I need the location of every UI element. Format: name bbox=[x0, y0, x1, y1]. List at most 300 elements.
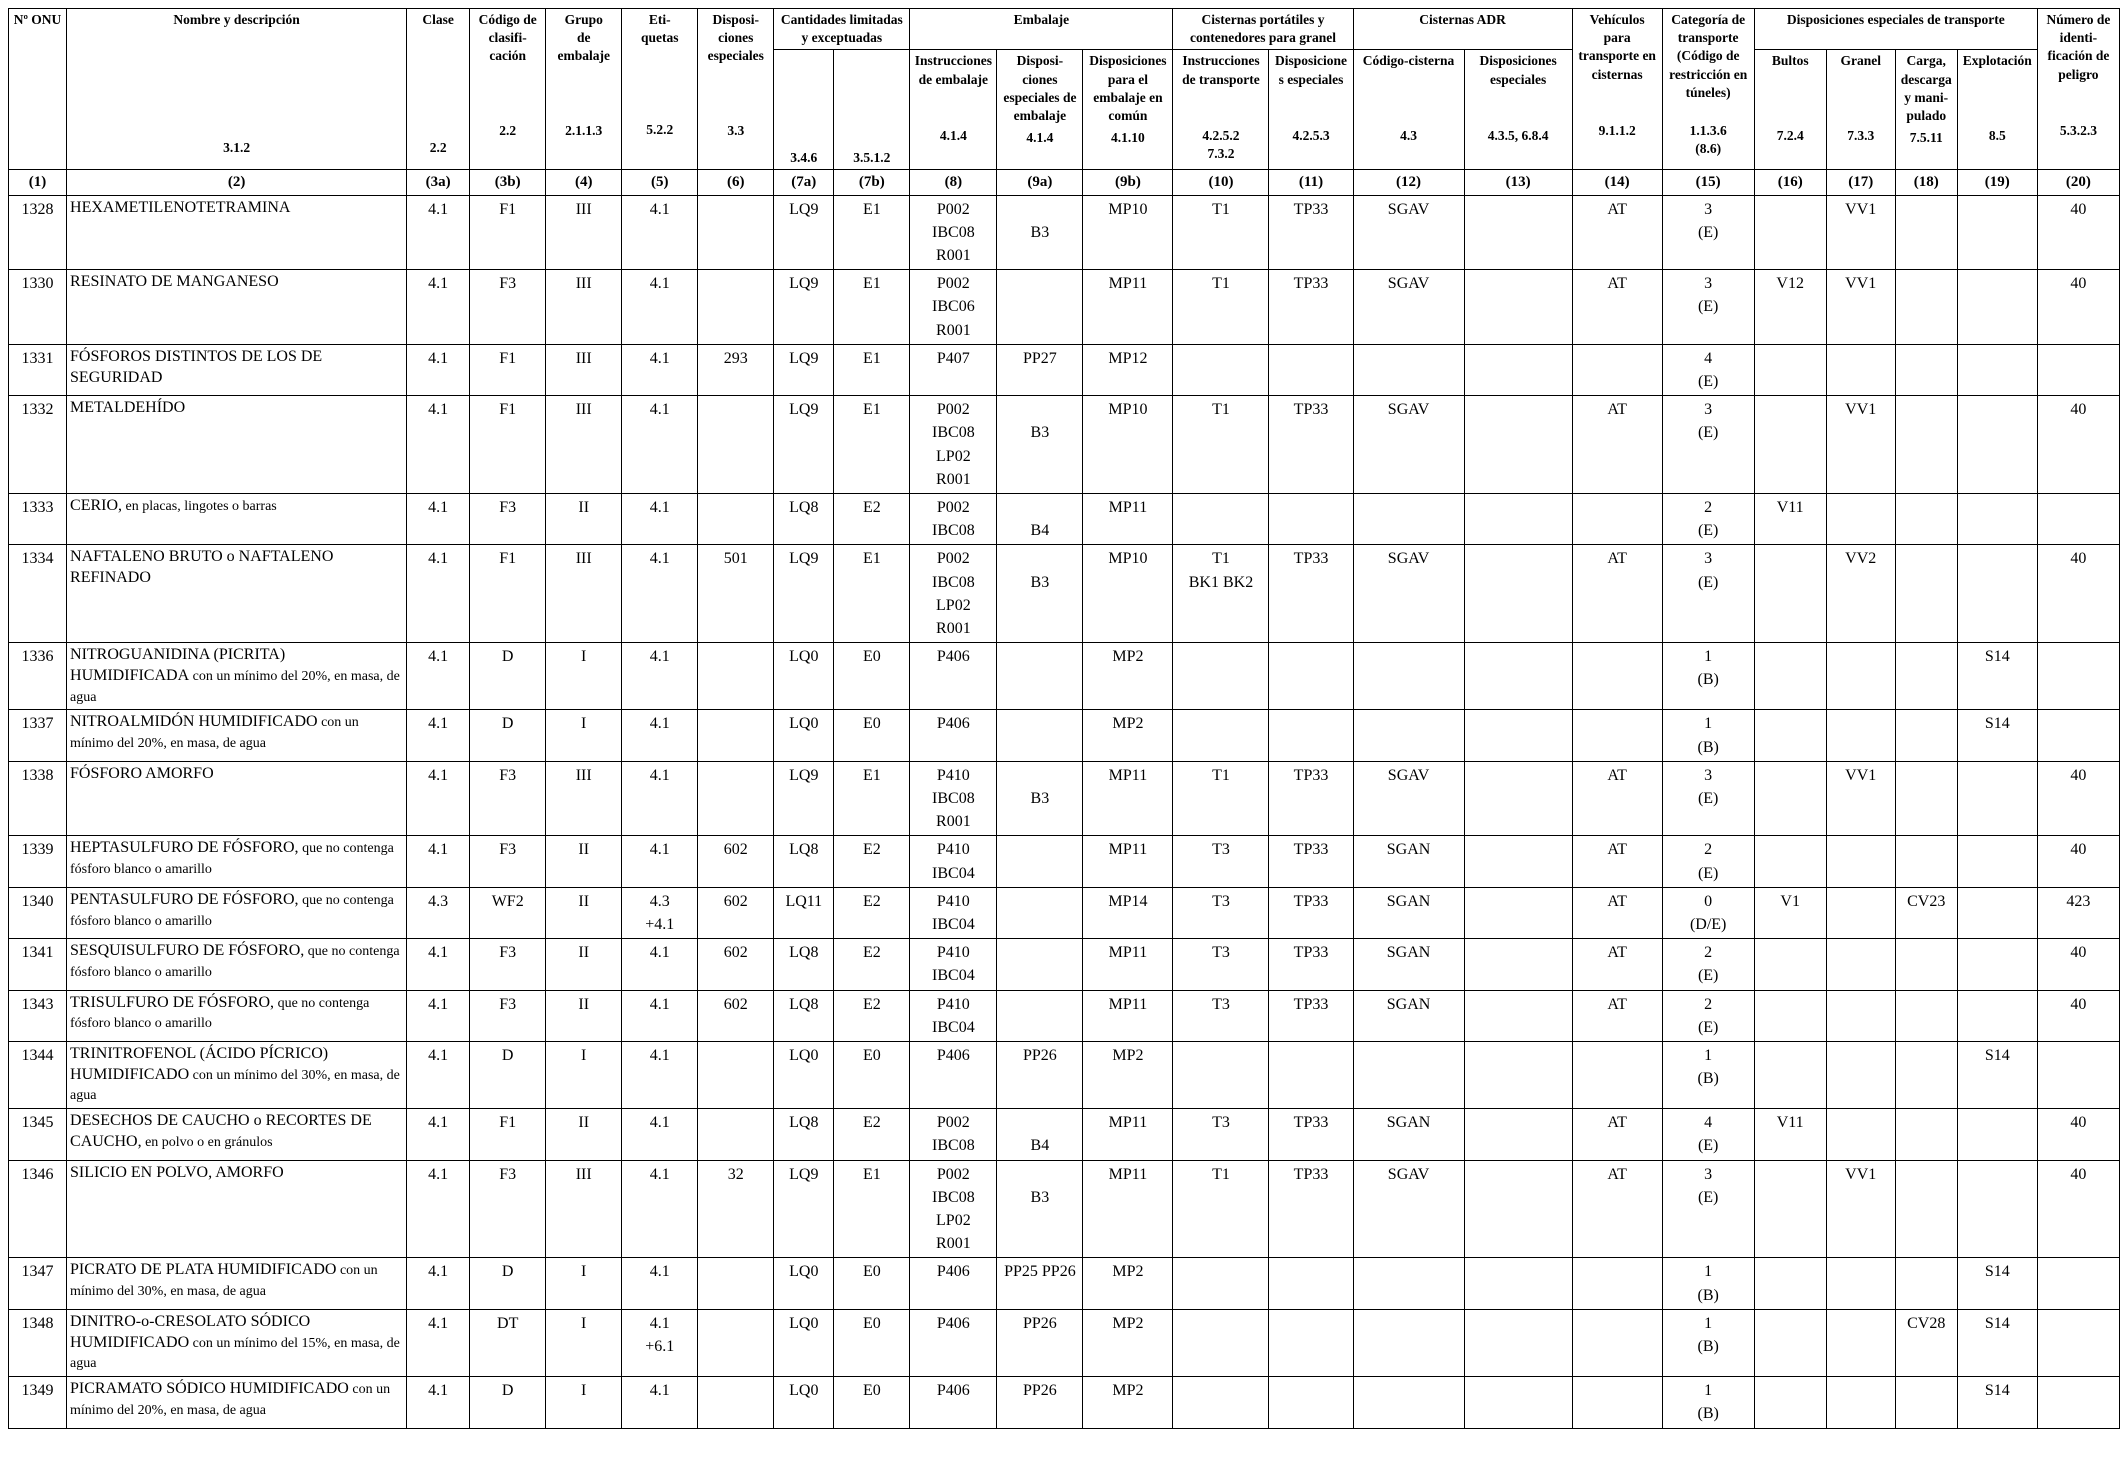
tank-instructions: T1 BK1 BK2 bbox=[1173, 545, 1269, 643]
limited-quantity: LQ9 bbox=[774, 545, 834, 643]
un-number: 1347 bbox=[9, 1258, 67, 1309]
packing-instructions: P406 bbox=[910, 1258, 997, 1309]
substance-name-main: HEXAMETILENOTETRAMINA bbox=[70, 198, 291, 216]
operation-provision bbox=[1957, 990, 2037, 1041]
hazard-id: 40 bbox=[2037, 270, 2119, 345]
packing-special-provisions bbox=[997, 710, 1083, 761]
transport-category: 0 (D/E) bbox=[1662, 887, 1754, 938]
tank-instructions bbox=[1173, 1258, 1269, 1309]
un-number: 1339 bbox=[9, 836, 67, 887]
class: 4.1 bbox=[407, 1160, 470, 1258]
classification-code: F3 bbox=[470, 939, 546, 990]
packages-provision: V1 bbox=[1754, 887, 1826, 938]
adr-special-provisions bbox=[1464, 1309, 1572, 1376]
loading-provision bbox=[1895, 1377, 1957, 1428]
substance-name-main: DESECHOS DE CAUCHO o RECORTES DE CAUCHO, bbox=[70, 1112, 372, 1151]
tank-vehicle: AT bbox=[1572, 270, 1662, 345]
tank-code: SGAV bbox=[1353, 761, 1464, 836]
excepted-quantity: E2 bbox=[834, 939, 910, 990]
adr-special-provisions bbox=[1464, 710, 1572, 761]
tank-code bbox=[1353, 710, 1464, 761]
class: 4.1 bbox=[407, 195, 470, 270]
classification-code: F3 bbox=[470, 990, 546, 1041]
excepted-quantity: E0 bbox=[834, 1258, 910, 1309]
labels: 4.1 +6.1 bbox=[622, 1309, 698, 1376]
adr-special-provisions bbox=[1464, 1377, 1572, 1428]
column-number: (11) bbox=[1269, 170, 1353, 195]
adr-special-provisions bbox=[1464, 493, 1572, 544]
tank-code bbox=[1353, 1377, 1464, 1428]
mixed-packing: MP2 bbox=[1083, 1258, 1173, 1309]
hazard-id: 423 bbox=[2037, 887, 2119, 938]
table-row bbox=[9, 396, 2120, 494]
tank-vehicle bbox=[1572, 1258, 1662, 1309]
tank-vehicle bbox=[1572, 1309, 1662, 1376]
bulk-provision bbox=[1826, 1309, 1895, 1376]
column-number: (8) bbox=[910, 170, 997, 195]
un-number: 1344 bbox=[9, 1041, 67, 1108]
substance-name bbox=[67, 1041, 407, 1108]
packing-group: I bbox=[546, 1377, 622, 1428]
classification-code: F1 bbox=[470, 344, 546, 395]
packing-special-provisions: PP26 bbox=[997, 1309, 1083, 1376]
bulk-provision: VV1 bbox=[1826, 761, 1895, 836]
table-row bbox=[9, 1377, 2120, 1428]
loading-provision bbox=[1895, 1041, 1957, 1108]
operation-provision: S14 bbox=[1957, 1377, 2037, 1428]
hazard-id: 40 bbox=[2037, 939, 2119, 990]
substance-description: que no contenga fósforo blanco o amarillo bbox=[70, 944, 400, 980]
un-number: 1341 bbox=[9, 939, 67, 990]
un-number: 1334 bbox=[9, 545, 67, 643]
column-number: (5) bbox=[622, 170, 698, 195]
excepted-quantity: E1 bbox=[834, 396, 910, 494]
bulk-provision: VV1 bbox=[1826, 1160, 1895, 1258]
table-row bbox=[9, 270, 2120, 345]
operation-provision: S14 bbox=[1957, 1309, 2037, 1376]
substance-name bbox=[67, 195, 407, 270]
dangerous-goods-table bbox=[8, 8, 2120, 1429]
bulk-provision: VV1 bbox=[1826, 195, 1895, 270]
header-eq: 3.5.1.2 bbox=[834, 50, 910, 170]
loading-provision bbox=[1895, 344, 1957, 395]
column-number: (9a) bbox=[997, 170, 1083, 195]
packing-group: I bbox=[546, 710, 622, 761]
packages-provision bbox=[1754, 1309, 1826, 1376]
substance-name bbox=[67, 270, 407, 345]
operation-provision bbox=[1957, 836, 2037, 887]
column-number: (16) bbox=[1754, 170, 1826, 195]
tank-special-provisions bbox=[1269, 1377, 1353, 1428]
adr-special-provisions bbox=[1464, 761, 1572, 836]
packing-special-provisions: PP26 bbox=[997, 1377, 1083, 1428]
hazard-id bbox=[2037, 1309, 2119, 1376]
excepted-quantity: E0 bbox=[834, 710, 910, 761]
tank-special-provisions bbox=[1269, 493, 1353, 544]
labels: 4.3 +4.1 bbox=[622, 887, 698, 938]
loading-provision bbox=[1895, 710, 1957, 761]
packing-special-provisions bbox=[997, 643, 1083, 710]
mixed-packing: MP11 bbox=[1083, 1160, 1173, 1258]
table-body bbox=[9, 195, 2120, 1428]
packing-special-provisions: B3 bbox=[997, 545, 1083, 643]
substance-name-main: NAFTALENO BRUTO o NAFTALENO REFINADO bbox=[70, 548, 334, 587]
column-number: (3b) bbox=[470, 170, 546, 195]
hazard-id: 40 bbox=[2037, 396, 2119, 494]
loading-provision bbox=[1895, 1109, 1957, 1160]
operation-provision: S14 bbox=[1957, 1041, 2037, 1108]
substance-name-main: NITROGUANIDINA (PICRITA) HUMIDIFICADA bbox=[70, 646, 286, 684]
adr-special-provisions bbox=[1464, 643, 1572, 710]
packages-provision bbox=[1754, 836, 1826, 887]
packages-provision bbox=[1754, 195, 1826, 270]
adr-special-provisions bbox=[1464, 344, 1572, 395]
tank-instructions bbox=[1173, 710, 1269, 761]
header-special-provisions: Disposi- ciones especiales 3.3 bbox=[698, 9, 774, 170]
tank-instructions bbox=[1173, 493, 1269, 544]
loading-provision bbox=[1895, 761, 1957, 836]
adr-special-provisions bbox=[1464, 990, 1572, 1041]
class: 4.1 bbox=[407, 545, 470, 643]
transport-category: 1 (B) bbox=[1662, 1258, 1754, 1309]
tank-code: SGAN bbox=[1353, 887, 1464, 938]
substance-name-main: CERIO, bbox=[70, 496, 123, 514]
hazard-id bbox=[2037, 1258, 2119, 1309]
bulk-provision bbox=[1826, 493, 1895, 544]
limited-quantity: LQ0 bbox=[774, 710, 834, 761]
loading-provision bbox=[1895, 1160, 1957, 1258]
limited-quantity: LQ9 bbox=[774, 761, 834, 836]
tank-special-provisions bbox=[1269, 710, 1353, 761]
packing-special-provisions bbox=[997, 270, 1083, 345]
transport-category: 1 (B) bbox=[1662, 1377, 1754, 1428]
packing-special-provisions: B3 bbox=[997, 396, 1083, 494]
tank-code: SGAN bbox=[1353, 990, 1464, 1041]
header-operation: Explotación 8.5 bbox=[1957, 50, 2037, 170]
operation-provision: S14 bbox=[1957, 710, 2037, 761]
labels: 4.1 bbox=[622, 1041, 698, 1108]
mixed-packing: MP11 bbox=[1083, 836, 1173, 887]
packing-special-provisions bbox=[997, 990, 1083, 1041]
mixed-packing: MP11 bbox=[1083, 1109, 1173, 1160]
header-labels: Eti- quetas 5.2.2 bbox=[622, 9, 698, 170]
tank-vehicle: AT bbox=[1572, 990, 1662, 1041]
column-number: (6) bbox=[698, 170, 774, 195]
substance-description: con un mínimo del 30%, en masa, de agua bbox=[70, 1067, 400, 1104]
limited-quantity: LQ9 bbox=[774, 270, 834, 345]
packing-group: III bbox=[546, 761, 622, 836]
limited-quantity: LQ9 bbox=[774, 396, 834, 494]
tank-special-provisions: TP33 bbox=[1269, 1109, 1353, 1160]
adr-special-provisions bbox=[1464, 939, 1572, 990]
column-number: (3a) bbox=[407, 170, 470, 195]
labels: 4.1 bbox=[622, 990, 698, 1041]
packages-provision: V11 bbox=[1754, 493, 1826, 544]
mixed-packing: MP11 bbox=[1083, 939, 1173, 990]
substance-name bbox=[67, 396, 407, 494]
tank-special-provisions bbox=[1269, 1309, 1353, 1376]
limited-quantity: LQ0 bbox=[774, 1377, 834, 1428]
hazard-id bbox=[2037, 710, 2119, 761]
class: 4.1 bbox=[407, 939, 470, 990]
header-classification-code: Código de clasifi- cación 2.2 bbox=[470, 9, 546, 170]
substance-name bbox=[67, 990, 407, 1041]
column-number: (1) bbox=[9, 170, 67, 195]
operation-provision bbox=[1957, 195, 2037, 270]
tank-instructions bbox=[1173, 1377, 1269, 1428]
loading-provision bbox=[1895, 396, 1957, 494]
substance-name-main: SESQUISULFURO DE FÓSFORO, bbox=[70, 942, 305, 960]
header-packing-group: Grupo de embalaje 2.1.1.3 bbox=[546, 9, 622, 170]
classification-code: D bbox=[470, 710, 546, 761]
hazard-id: 40 bbox=[2037, 545, 2119, 643]
substance-name bbox=[67, 493, 407, 544]
substance-description: que no contenga fósforo blanco o amarillo bbox=[70, 995, 370, 1032]
packing-group: II bbox=[546, 1109, 622, 1160]
table-row bbox=[9, 545, 2120, 643]
loading-provision bbox=[1895, 939, 1957, 990]
classification-code: F3 bbox=[470, 270, 546, 345]
tank-special-provisions: TP33 bbox=[1269, 761, 1353, 836]
special-provisions bbox=[698, 195, 774, 270]
header-hazard-id-number: Número de identi- ficación de peligro 5.3.2.3 bbox=[2037, 9, 2119, 170]
limited-quantity: LQ8 bbox=[774, 1109, 834, 1160]
mixed-packing: MP11 bbox=[1083, 990, 1173, 1041]
special-provisions bbox=[698, 761, 774, 836]
column-number: (14) bbox=[1572, 170, 1662, 195]
tank-code bbox=[1353, 493, 1464, 544]
packing-special-provisions: PP26 bbox=[997, 1041, 1083, 1108]
header-packing-instructions: Instrucciones de embalaje 4.1.4 bbox=[910, 50, 997, 170]
column-number: (9b) bbox=[1083, 170, 1173, 195]
loading-provision: CV23 bbox=[1895, 887, 1957, 938]
loading-provision bbox=[1895, 643, 1957, 710]
hazard-id: 40 bbox=[2037, 990, 2119, 1041]
class: 4.1 bbox=[407, 1309, 470, 1376]
transport-category: 2 (E) bbox=[1662, 939, 1754, 990]
substance-name-main: NITROALMIDÓN HUMIDIFICADO bbox=[70, 713, 318, 731]
special-provisions: 602 bbox=[698, 990, 774, 1041]
un-number: 1338 bbox=[9, 761, 67, 836]
special-provisions: 602 bbox=[698, 887, 774, 938]
table-row bbox=[9, 761, 2120, 836]
column-number: (13) bbox=[1464, 170, 1572, 195]
tank-vehicle bbox=[1572, 1377, 1662, 1428]
limited-quantity: LQ9 bbox=[774, 1160, 834, 1258]
transport-category: 3 (E) bbox=[1662, 1160, 1754, 1258]
adr-special-provisions bbox=[1464, 1109, 1572, 1160]
limited-quantity: LQ9 bbox=[774, 195, 834, 270]
mixed-packing: MP11 bbox=[1083, 270, 1173, 345]
table-row bbox=[9, 493, 2120, 544]
dangerous-goods-table-page bbox=[8, 8, 2120, 1429]
tank-instructions: T1 bbox=[1173, 270, 1269, 345]
special-provisions bbox=[698, 493, 774, 544]
substance-name-main: TRISULFURO DE FÓSFORO, bbox=[70, 993, 275, 1011]
loading-provision bbox=[1895, 493, 1957, 544]
hazard-id: 40 bbox=[2037, 1109, 2119, 1160]
hazard-id bbox=[2037, 1377, 2119, 1428]
tank-code: SGAN bbox=[1353, 939, 1464, 990]
loading-provision bbox=[1895, 990, 1957, 1041]
header-lq: 3.4.6 bbox=[774, 50, 834, 170]
labels: 4.1 bbox=[622, 761, 698, 836]
transport-category: 3 (E) bbox=[1662, 761, 1754, 836]
packing-instructions: P406 bbox=[910, 1309, 997, 1376]
tank-code: SGAN bbox=[1353, 1109, 1464, 1160]
table-row bbox=[9, 1041, 2120, 1108]
hazard-id: 40 bbox=[2037, 761, 2119, 836]
excepted-quantity: E2 bbox=[834, 836, 910, 887]
column-number: (20) bbox=[2037, 170, 2119, 195]
special-provisions: 293 bbox=[698, 344, 774, 395]
tank-vehicle: AT bbox=[1572, 195, 1662, 270]
tank-special-provisions: TP33 bbox=[1269, 270, 1353, 345]
tank-instructions: T1 bbox=[1173, 1160, 1269, 1258]
operation-provision bbox=[1957, 1109, 2037, 1160]
tank-instructions: T3 bbox=[1173, 887, 1269, 938]
limited-quantity: LQ0 bbox=[774, 643, 834, 710]
packing-instructions: P406 bbox=[910, 1377, 997, 1428]
substance-name-main: DINITRO-o-CRESOLATO SÓDICO HUMIDIFICADO bbox=[70, 1312, 311, 1351]
tank-special-provisions bbox=[1269, 643, 1353, 710]
loading-provision bbox=[1895, 195, 1957, 270]
transport-category: 1 (B) bbox=[1662, 1309, 1754, 1376]
packing-instructions: P406 bbox=[910, 710, 997, 761]
packages-provision bbox=[1754, 1041, 1826, 1108]
substance-description: con un mínimo del 15%, en masa, de agua bbox=[70, 1335, 400, 1372]
transport-category: 1 (B) bbox=[1662, 1041, 1754, 1108]
packing-instructions: P410 IBC04 bbox=[910, 887, 997, 938]
bulk-provision bbox=[1826, 1258, 1895, 1309]
tank-vehicle: AT bbox=[1572, 939, 1662, 990]
packing-group: II bbox=[546, 493, 622, 544]
loading-provision bbox=[1895, 545, 1957, 643]
classification-code: F1 bbox=[470, 195, 546, 270]
packing-group: III bbox=[546, 545, 622, 643]
classification-code: D bbox=[470, 1258, 546, 1309]
tank-code bbox=[1353, 1041, 1464, 1108]
excepted-quantity: E2 bbox=[834, 887, 910, 938]
excepted-quantity: E0 bbox=[834, 643, 910, 710]
packages-provision bbox=[1754, 939, 1826, 990]
limited-quantity: LQ9 bbox=[774, 344, 834, 395]
mixed-packing: MP12 bbox=[1083, 344, 1173, 395]
tank-vehicle bbox=[1572, 1041, 1662, 1108]
column-number: (12) bbox=[1353, 170, 1464, 195]
tank-instructions: T3 bbox=[1173, 939, 1269, 990]
class: 4.1 bbox=[407, 344, 470, 395]
bulk-provision bbox=[1826, 1109, 1895, 1160]
substance-name bbox=[67, 545, 407, 643]
packing-special-provisions: B3 bbox=[997, 761, 1083, 836]
hazard-id bbox=[2037, 1041, 2119, 1108]
bulk-provision bbox=[1826, 710, 1895, 761]
un-number: 1333 bbox=[9, 493, 67, 544]
packing-instructions: P002 IBC08 LP02 R001 bbox=[910, 396, 997, 494]
operation-provision bbox=[1957, 270, 2037, 345]
tank-code: SGAV bbox=[1353, 195, 1464, 270]
hazard-id bbox=[2037, 643, 2119, 710]
operation-provision bbox=[1957, 396, 2037, 494]
header-packages: Bultos 7.2.4 bbox=[1754, 50, 1826, 170]
substance-description: con un mínimo del 20%, en masa, de agua bbox=[70, 715, 359, 752]
tank-instructions bbox=[1173, 1041, 1269, 1108]
tank-vehicle bbox=[1572, 710, 1662, 761]
substance-name-main: PICRATO DE PLATA HUMIDIFICADO bbox=[70, 1261, 337, 1279]
packages-provision: V11 bbox=[1754, 1109, 1826, 1160]
tank-code: SGAV bbox=[1353, 545, 1464, 643]
special-provisions: 501 bbox=[698, 545, 774, 643]
adr-special-provisions bbox=[1464, 1258, 1572, 1309]
transport-category: 3 (E) bbox=[1662, 545, 1754, 643]
excepted-quantity: E1 bbox=[834, 545, 910, 643]
labels: 4.1 bbox=[622, 1377, 698, 1428]
excepted-quantity: E0 bbox=[834, 1309, 910, 1376]
substance-description: en placas, lingotes o barras bbox=[122, 498, 277, 514]
packages-provision bbox=[1754, 1377, 1826, 1428]
transport-category: 2 (E) bbox=[1662, 493, 1754, 544]
mixed-packing: MP2 bbox=[1083, 1041, 1173, 1108]
labels: 4.1 bbox=[622, 1109, 698, 1160]
class: 4.1 bbox=[407, 1377, 470, 1428]
un-number: 1348 bbox=[9, 1309, 67, 1376]
header-adr-special-provisions: Disposiciones especiales 4.3.5, 6.8.4 bbox=[1464, 50, 1572, 170]
tank-vehicle bbox=[1572, 493, 1662, 544]
un-number: 1349 bbox=[9, 1377, 67, 1428]
operation-provision: S14 bbox=[1957, 643, 2037, 710]
mixed-packing: MP2 bbox=[1083, 643, 1173, 710]
bulk-provision bbox=[1826, 939, 1895, 990]
excepted-quantity: E2 bbox=[834, 1109, 910, 1160]
class: 4.1 bbox=[407, 1041, 470, 1108]
table-row bbox=[9, 195, 2120, 270]
table-row bbox=[9, 344, 2120, 395]
table-row bbox=[9, 1160, 2120, 1258]
bulk-provision: VV1 bbox=[1826, 396, 1895, 494]
tank-special-provisions: TP33 bbox=[1269, 887, 1353, 938]
header-adr-tanks: Cisternas ADR bbox=[1353, 9, 1572, 50]
classification-code: F1 bbox=[470, 545, 546, 643]
tank-special-provisions bbox=[1269, 1258, 1353, 1309]
excepted-quantity: E1 bbox=[834, 270, 910, 345]
header-un-number: Nº ONU bbox=[9, 9, 67, 170]
tank-special-provisions: TP33 bbox=[1269, 1160, 1353, 1258]
hazard-id bbox=[2037, 344, 2119, 395]
excepted-quantity: E0 bbox=[834, 1041, 910, 1108]
limited-quantity: LQ0 bbox=[774, 1041, 834, 1108]
packing-instructions: P406 bbox=[910, 1041, 997, 1108]
adr-special-provisions bbox=[1464, 836, 1572, 887]
packing-group: III bbox=[546, 1160, 622, 1258]
packing-group: I bbox=[546, 1258, 622, 1309]
un-number: 1337 bbox=[9, 710, 67, 761]
column-number: (15) bbox=[1662, 170, 1754, 195]
substance-description: que no contenga fósforo blanco o amarillo bbox=[70, 892, 394, 929]
substance-name-main: SILICIO EN POLVO, AMORFO bbox=[70, 1163, 284, 1181]
table-row bbox=[9, 710, 2120, 761]
limited-quantity: LQ0 bbox=[774, 1309, 834, 1376]
tank-vehicle: AT bbox=[1572, 1109, 1662, 1160]
tank-code: SGAN bbox=[1353, 836, 1464, 887]
special-provisions bbox=[698, 1041, 774, 1108]
classification-code: DT bbox=[470, 1309, 546, 1376]
tank-special-provisions: TP33 bbox=[1269, 545, 1353, 643]
substance-name-main: PENTASULFURO DE FÓSFORO, bbox=[70, 890, 299, 908]
tank-special-provisions bbox=[1269, 344, 1353, 395]
loading-provision: CV28 bbox=[1895, 1309, 1957, 1376]
substance-name-main: HEPTASULFURO DE FÓSFORO, bbox=[70, 839, 299, 857]
